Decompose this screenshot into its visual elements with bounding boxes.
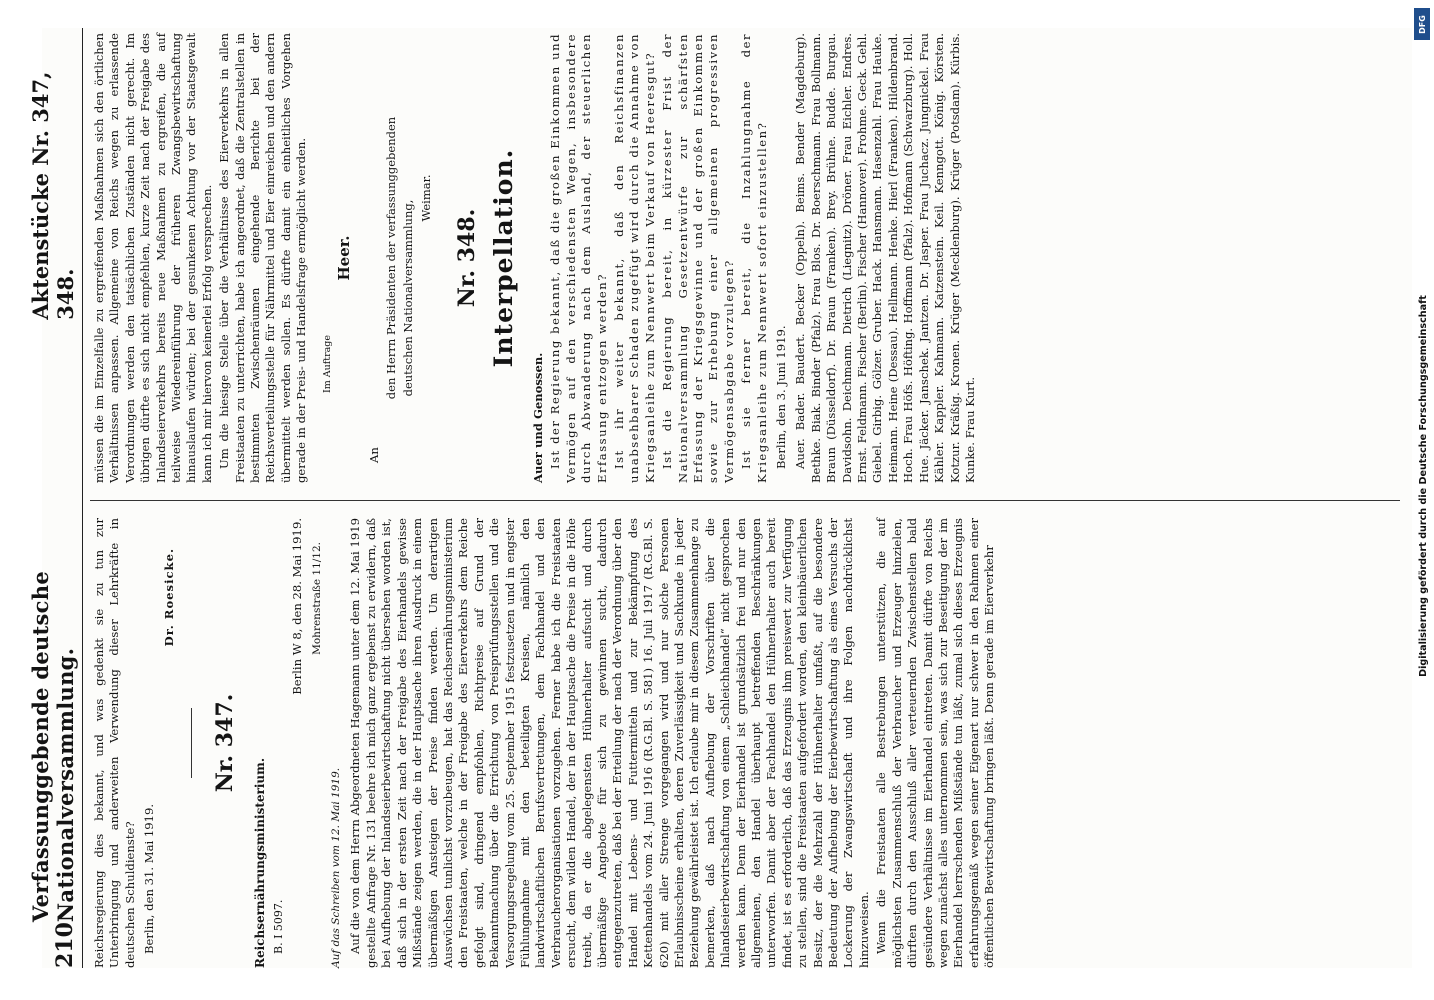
address-line: deutschen Nationalversammlung, [401,199,416,397]
reference-number: B. I 5097. [271,899,285,954]
rotated-sheet [28,28,1412,968]
interpellation-heading: Interpellation. [488,148,518,368]
digitization-credit: Digitalisierung gefördert durch die Deutsche Forschungsgemeinschaft [1417,295,1429,677]
question-paragraph: Ist die Regierung bereit, in kürzester Frist der Nationalversammlung Gesetzentwürfe zur schärfsten Erfassung der Kriegsgewinne und der großen Einkommen sowie zur Erhebung einer allgemeinen progressiven Vermögensabgabe vorzulegen? [660,33,736,483]
right-column [92,33,980,483]
question-paragraph: Ist der Regierung bekannt, daß die großen Einkommen und Vermögen auf den verschiedensten Wegen, insbesondere durch Abwanderung nach dem Ausland, der steuerlichen Erfassung entzogen werden? [548,33,609,483]
place-date: Berlin W 8, den 28. Mai 1919. [290,518,305,695]
document-numbers: Aktenstücke Nr. 347, 348. [28,71,78,320]
question-paragraph: Ist sie ferner bereit, die Inzahlungnahme der Kriegsanleihe zum Nennwert sofort einzustellen? [739,33,769,483]
section-divider [191,708,192,778]
body-paragraph: Um die hiesige Stelle über die Verhältnisse des Eierverkehrs in allen Freistaaten zu unterrichten, habe ich angeordnet, daß die Zentralstellen in bestimmten Zwischenräumen eingehende Berichte bei der Reichsverteilungsstelle für Nährmittel und Eier einreichen und den andern übermittelt werden sollen. Es dürfte damit ein einheitliches Vorgehen gerade in der Preis- und Handelsfrage ermöglicht werden. [217,33,309,483]
address-an: An [366,447,381,463]
page-number: 210 [52,922,78,968]
address-city: Weimar. [418,174,433,222]
ministry-heading: Reichsernährungsministerium. [253,757,268,968]
column-divider [90,500,1400,501]
page-header [28,28,83,968]
date-line: Berlin, den 3. Juni 1919. [774,325,789,469]
document-number-347: Nr. 347. [212,693,239,793]
scanned-page [28,28,1412,968]
running-title: Verfassunggebende deutsche Nationalversammlung. [28,571,78,923]
auftrag-line: Im Auftrage [321,334,333,393]
intro-paragraph: Reichsregierung dies bekannt, und was gedenkt sie zu tun zur Unterbringung und anderweiten Verwendung dieser Lehrkräfte in deutschen Schuldienste? [92,518,137,968]
address-line: den Herrn Präsidenten der verfassunggebenden [383,116,398,400]
reference-note: Auf das Schreiben vom 12. Mai 1919. [330,767,343,968]
left-column [92,518,1000,968]
document-number-348: Nr. 348. [454,208,481,308]
author-name: Auer und Genossen. [530,352,545,483]
body-paragraph: Auf die von dem Herrn Abgeordneten Hagemann unter dem 12. Mai 1919 gestellte Anfrage Nr. 131 beehre ich mich ganz ergebenst zu erwidern, daß bei Aufhebung der Inlandseierbewirtschaftung nicht übersehen worden ist, daß sich in der ersten Zeit nach der Freigabe des Eierhandels gewisse Mißstände zeigen werden, die in der Hauptsache ihren Ausdruck in einem übermäßigen Ansteigen der Preise finden werden. Um derartigen Auswüchsen tunlichst vorzubeugen, hat das Reichsernährungsministerium den Freistaaten, welche in der Freigabe des Eierverkehrs dem Reiche gefolgt sind, dringend empfohlen, Richtpreise auf Grund der Bekanntmachung über die Errichtung von Preisprüfungsstellen und die Versorgungsregelung vom 25. September 1915 festzusetzen und in engster Fühlungnahme mit den beteiligten Kreisen, nämlich den landwirtschaftlichen Berufsvertretungen, dem Fachhandel und den Verbraucherorganisationen vorzugehen. Ferner habe ich die Freistaaten ersucht, dem wilden Handel, der in der Hauptsache die Preise in die Höhe treibt, da er die abgelegensten Hühnerhalter aufsucht und durch übermäßige Angebote für sich zu gewinnen sucht, dadurch entgegenzutreten, daß bei der Erteilung der nach der Verordnung über den Handel mit Lebens- und Futtermitteln und zur Bekämpfung des Kettenhandels vom 24. Juni 1916 (R.G.Bl. S. 581) 16. Juli 1917 (R.G.Bl. S. 620) mit aller Strenge vorgegangen wird und nur solche Personen Erlaubnisscheine erhalten, deren Zuverlässigkeit und Sachkunde in jeder Beziehung gewährleistet ist. Ich erlaube mir in diesem Zusammenhange zu bemerken, daß nach Aufhebung der Vorschriften über die Inlandseierbewirtschaftung von einem „Schleichhandel“ nicht gesprochen werden kann. Denn der Eierhandel ist grundsätzlich frei und nur den allgemeinen, den Handel überhaupt betreffenden Beschränkungen unterworfen. Damit aber der Fachhandel den Hühnerhalter auch bereit findet, ist es erforderlich, daß das Erzeugnis ihm preiswert zur Verfügung zu stellen, sind die Freistaaten aufgefordert worden, den kleinbäuerlichen Besitz, der die Mehrzahl der Hühnerhalter umfaßt, auf die besondere Bedeutung der Aufhebung der Eierbewirtschaftung als eines Versuchs der Lockerung der Zwangswirtschaft und ihre Folgen nachdrücklichst hinzuweisen. [348,518,871,968]
signer-name: Heer. [335,235,354,281]
dfg-logo-text: DFG [1417,14,1427,34]
question-paragraph: Ist ihr weiter bekannt, daß den Reichsfinanzen unabsehbarer Schaden zugefügt wird durch die Annahme von Kriegsanleihe zum Nennwert beim Verkauf von Heeresgut? [611,33,657,483]
date-line: Berlin, den 31. Mai 1919. [142,803,157,954]
signatories-list: Auer. Bader. Baudert. Becker (Oppeln). Beims. Bender (Magdeburg). Bethke. Biak. Binder (Pfalz). Frau Blos. Dr. Boerschmann. Frau Bollmann. Braun (Düsseldorf). Dr. Braun (Franken). Brey. Brühne. Budde. Burgau. Davidsohn. Deichmann. Dietrich (Liegnitz). Dröner. Frau Eichler. Endres. Ernst. Feldmann. Fischer (Berlin). Fischer (Hannover). Frohme. Geck. Gehl. Giebel. Girbig. Gölzer. Gruber. Hack. Hansmann. Hasenzahl. Frau Hauke. Heimann. Heine (Dessau). Hellmann. Henke. Hierl (Franken). Hildenbrand. Hoch. Frau Höfs. Höfting. Hoffmann (Pfalz). Hofmann (Schwarzburg). Holl. Hue. Jäcker. Janschek. Jantzen. Dr. Jasper. Frau Juchacz. Jungnickel. Frau Kähler. Kappler. Kahmann. Katzenstein. Keil. Kenngott. König. Körsten. Kotzur. Kräßig. Kronen. Krüger (Mecklenburg). Krüger (Potsdam). Kürbis. Kunke. Frau Kurt. [793,33,977,483]
body-paragraph: Wenn die Freistaaten alle Bestrebungen unterstützen, die auf möglichsten Zusammenschluß der Verbraucher und Erzeuger hinzielen, dürften durch den Ausschluß aller verteuernden Zwischenstellen bald gesündere Verhältnisse im Eierhandel eintreten. Damit dürfte von Reichs wegen zunächst alles unternommen sein, was sich zur Beseitigung der im Eierhandel herrschenden Mißstände tun läßt, zumal sich dieses Erzeugnis erfahrungsgemäß wegen seiner Eigenart nur schwer in den Rahmen einer öffentlichen Bewirtschaftung bringen läßt. Denn gerade im Eierverkehr [874,518,997,968]
street-address: Mohrenstraße 11/12. [310,542,323,655]
body-paragraph: müssen die im Einzelfalle zu ergreifenden Maßnahmen sich den örtlichen Verhältnissen anpassen. Allgemeine von Reichs wegen zu erlassende Verordnungen werden den tatsächlichen Zuständen nicht gerecht. Im übrigen dürfte es sich nicht empfehlen, kurze Zeit nach der Freigabe des Inlandseierverkehrs bereits neue Maßnahmen zu ergreifen, die auf teilweise Wiedereinführung der früheren Zwangsbewirtschaftung hinauslaufen würden; bei der gesunkenen Achtung vor der Staatsgewalt kann ich mir hiervon keinerlei Erfolg versprechen. [92,33,214,483]
signature: Dr. Roesicke. [161,548,176,647]
dfg-logo [1414,8,1430,40]
authors-line [531,33,546,483]
